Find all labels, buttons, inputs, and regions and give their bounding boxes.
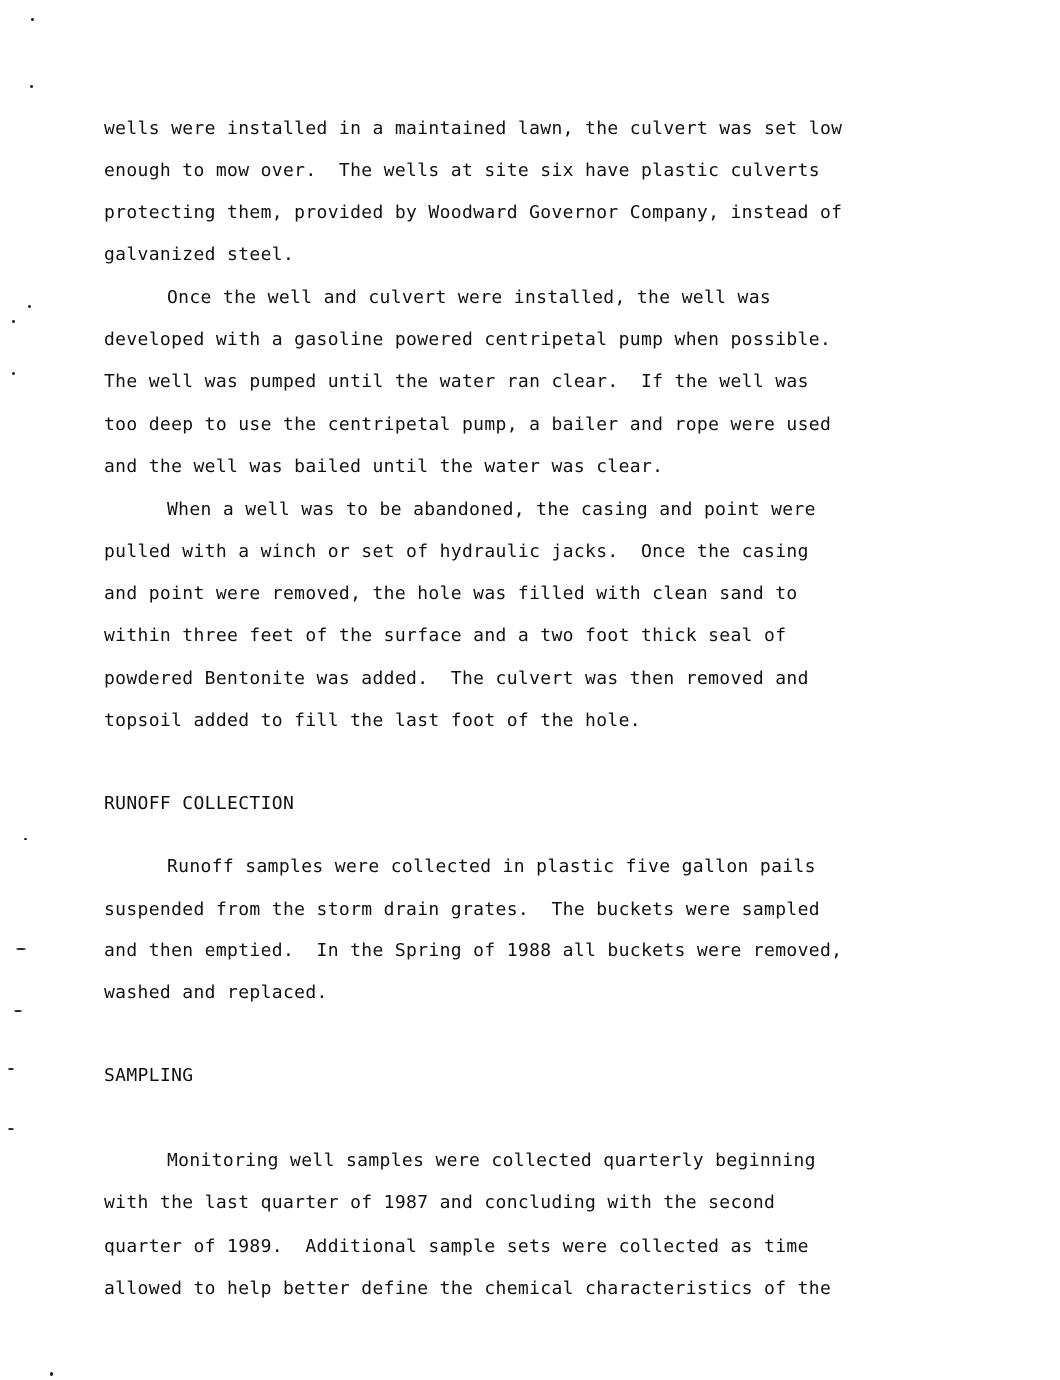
sampling-line-3: quarter of 1989. Additional sample sets were collected as time [104, 1236, 809, 1257]
paragraph-2-line-2: developed with a gasoline powered centripetal pump when possible. [104, 329, 832, 350]
scan-speck [16, 948, 26, 950]
paragraph-2-line-3: The well was pumped until the water ran clear. If the well was [104, 371, 809, 392]
section-heading-runoff-collection: RUNOFF COLLECTION [104, 793, 295, 814]
paragraph-2-line-4: too deep to use the centripetal pump, a bailer and rope were used [104, 414, 832, 435]
paragraph-3-line-2: pulled with a winch or set of hydraulic jacks. Once the casing [104, 541, 809, 562]
scan-speck [31, 18, 34, 21]
sampling-line-1: Monitoring well samples were collected quarterly beginning [167, 1150, 816, 1171]
scan-speck [30, 85, 33, 88]
scan-speck [24, 838, 27, 840]
paragraph-1-line-1: wells were installed in a maintained lawn, the culvert was set low [104, 118, 843, 139]
runoff-line-2: suspended from the storm drain grates. The buckets were sampled [104, 899, 820, 920]
sampling-line-4: allowed to help better define the chemical characteristics of the [104, 1278, 832, 1299]
paragraph-1-line-2: enough to mow over. The wells at site six have plastic culverts [104, 160, 820, 181]
scan-speck [12, 372, 15, 375]
paragraph-3-line-1: When a well was to be abandoned, the casing and point were [167, 499, 816, 520]
scan-speck [14, 1010, 22, 1012]
paragraph-3-line-6: topsoil added to fill the last foot of the hole. [104, 710, 641, 731]
paragraph-2-line-5: and the well was bailed until the water was clear. [104, 456, 664, 477]
paragraph-1-line-4: galvanized steel. [104, 244, 295, 265]
paragraph-3-line-4: within three feet of the surface and a two foot thick seal of [104, 625, 787, 646]
scan-speck [8, 1128, 14, 1130]
paragraph-2-line-1: Once the well and culvert were installed, the well was [167, 287, 772, 308]
scan-speck [12, 320, 15, 323]
scan-speck [8, 1068, 14, 1070]
paragraph-1-line-3: protecting them, provided by Woodward Governor Company, instead of [104, 202, 843, 223]
runoff-line-1: Runoff samples were collected in plastic five gallon pails [167, 856, 816, 877]
paragraph-3-line-3: and point were removed, the hole was filled with clean sand to [104, 583, 798, 604]
paragraph-3-line-5: powdered Bentonite was added. The culvert was then removed and [104, 668, 809, 689]
section-heading-sampling: SAMPLING [104, 1065, 194, 1086]
sampling-line-2: with the last quarter of 1987 and concluding with the second [104, 1192, 776, 1213]
scan-speck [28, 305, 31, 308]
runoff-line-4: washed and replaced. [104, 982, 328, 1003]
scan-speck [50, 1372, 53, 1376]
runoff-line-3: and then emptied. In the Spring of 1988 all buckets were removed, [104, 940, 843, 961]
